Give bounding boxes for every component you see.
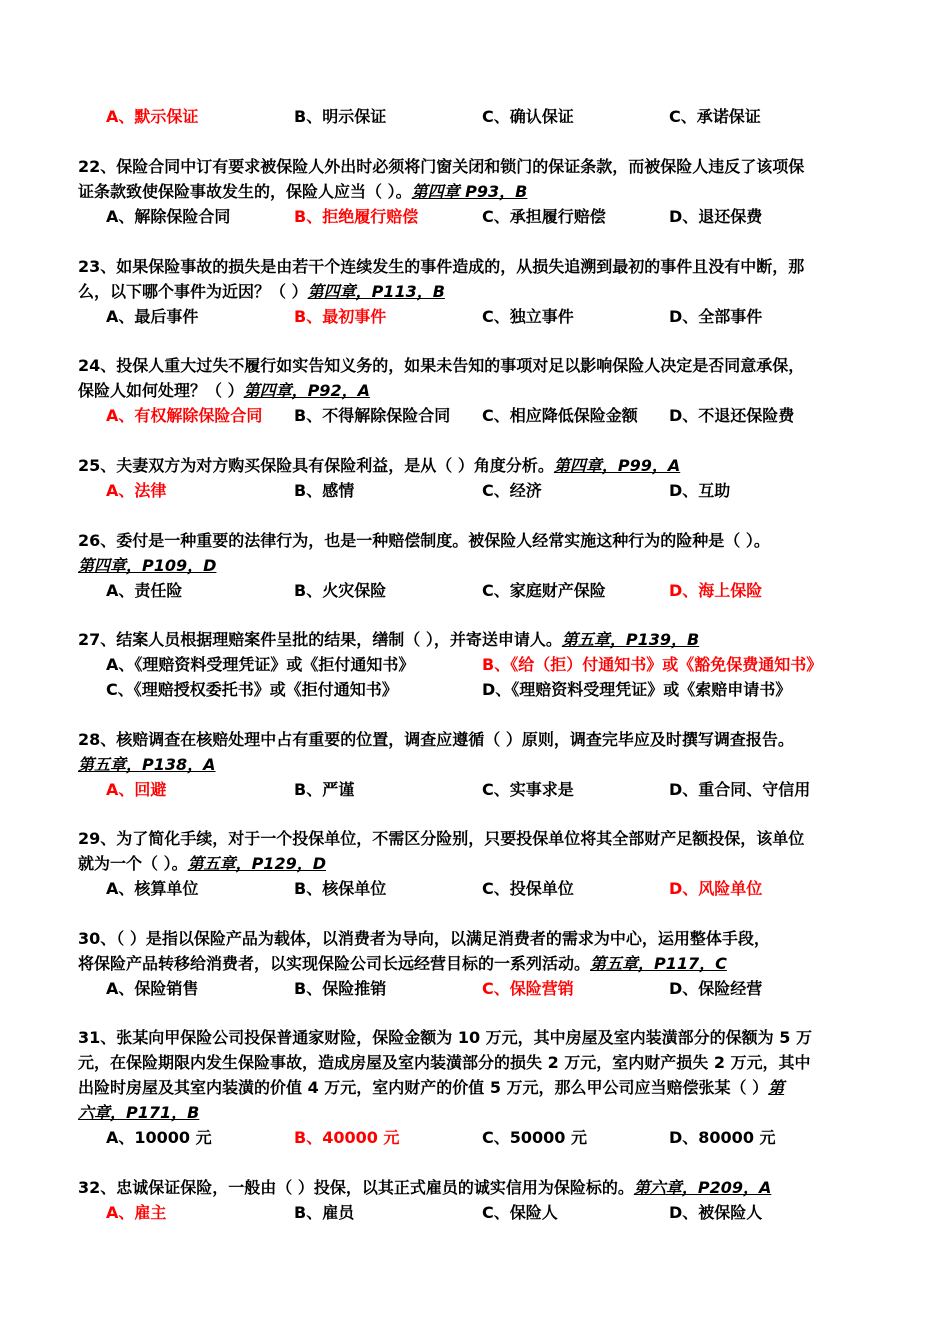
q23-reference: 第四章，P113，B xyxy=(307,282,445,301)
q29-options xyxy=(0,878,950,900)
q23-option-c: C、独立事件 xyxy=(482,307,574,326)
q24-option-d: D、不退还保险费 xyxy=(669,406,795,425)
q26-option-d: D、海上保险 xyxy=(669,581,763,600)
q27-stem-line1 xyxy=(78,629,699,651)
q24-options xyxy=(0,405,950,427)
q24-stem-text: 保险人如何处理？（ ） xyxy=(78,381,244,400)
q28-stem-line1: 28、核赔调查在核赔处理中占有重要的位置，调查应遵循（ ）原则，调查完毕应及时撰写调查报告。 xyxy=(78,730,794,749)
q25-option-d: D、互助 xyxy=(669,481,731,500)
q22-option-b: B、拒绝履行赔偿 xyxy=(294,207,419,226)
q28-option-a: A、回避 xyxy=(106,780,167,799)
q23-options xyxy=(0,306,950,328)
q31-reference-start: 第 xyxy=(768,1078,785,1097)
q24-option-b: B、不得解除保险合同 xyxy=(294,406,451,425)
q29-stem-line2 xyxy=(78,853,326,875)
q24-stem-line1: 24、投保人重大过失不履行如实告知义务的，如果未告知的事项对足以影响保险人决定是否同意承保， xyxy=(78,356,805,375)
q31-reference-end: 六章，P171，B xyxy=(78,1103,200,1122)
q22-stem-text: 证条款致使保险事故发生的，保险人应当（ ）。 xyxy=(78,182,412,201)
q30-option-a: A、保险销售 xyxy=(106,979,199,998)
q31-option-a: A、10000 元 xyxy=(106,1128,212,1147)
q28-option-c: C、实事求是 xyxy=(482,780,574,799)
q23-stem-text: 么，以下哪个事件为近因？（ ） xyxy=(78,282,308,301)
q31-options xyxy=(0,1127,950,1149)
q27-options-row2 xyxy=(0,679,950,701)
q23-option-d: D、全部事件 xyxy=(669,307,763,326)
q25-option-c: C、经济 xyxy=(482,481,542,500)
q32-options xyxy=(0,1202,950,1224)
q25-option-a: A、法律 xyxy=(106,481,167,500)
q21-option-c: C、确认保证 xyxy=(482,107,574,126)
q29-reference: 第五章，P129，D xyxy=(187,854,326,873)
q27-option-d: D、《理赔资料受理凭证》或《索赔申请书》 xyxy=(482,680,792,699)
q32-stem-line1 xyxy=(78,1177,771,1199)
q21-option-d: C、承诺保证 xyxy=(669,107,761,126)
q25-option-b: B、感情 xyxy=(294,481,355,500)
q26-option-b: B、火灾保险 xyxy=(294,581,387,600)
q32-stem-text: 32、忠诚保证保险，一般由（ ）投保，以其正式雇员的诚实信用为保险标的。 xyxy=(78,1178,634,1197)
q31-stem-line1: 31、张某向甲保险公司投保普通家财险，保险金额为 10 万元，其中房屋及室内装潢部分的保额为 5 万 xyxy=(78,1028,812,1047)
q27-options-row1 xyxy=(0,654,950,676)
q29-option-c: C、投保单位 xyxy=(482,879,574,898)
q32-option-a: A、雇主 xyxy=(106,1203,167,1222)
q27-option-b: B、《给（拒）付通知书》或《豁免保费通知书》 xyxy=(482,655,823,674)
q22-option-d: D、退还保费 xyxy=(669,207,763,226)
q31-option-c: C、50000 元 xyxy=(482,1128,587,1147)
q26-options xyxy=(0,580,950,602)
q30-stem-text: 将保险产品转移给消费者，以实现保险公司长远经营目标的一系列活动。 xyxy=(78,954,591,973)
q21-option-a: A、默示保证 xyxy=(106,107,199,126)
q22-stem-line2 xyxy=(78,181,527,203)
q31-stem-text: 出险时房屋及其室内装潢的价值 4 万元，室内财产的价值 5 万元，那么甲公司应当赔偿张某（ ） xyxy=(78,1078,769,1097)
q31-option-b: B、40000 元 xyxy=(294,1128,400,1147)
q26-option-c: C、家庭财产保险 xyxy=(482,581,606,600)
q30-stem-line2 xyxy=(78,953,727,975)
q32-reference: 第六章，P209，A xyxy=(633,1178,772,1197)
q26-reference: 第四章，P109，D xyxy=(78,556,217,575)
q26-stem-line2 xyxy=(78,555,216,577)
q29-option-d: D、风险单位 xyxy=(669,879,763,898)
q31-stem-line4 xyxy=(78,1102,199,1124)
q27-reference: 第五章，P139，B xyxy=(561,630,700,649)
q22-options xyxy=(0,206,950,228)
q23-stem-line2 xyxy=(78,281,445,303)
q27-stem-text: 27、结案人员根据理赔案件呈批的结果，缮制（ ），并寄送申请人。 xyxy=(78,630,562,649)
q28-option-b: B、严谨 xyxy=(294,780,355,799)
q29-stem-line1: 29、为了简化手续，对于一个投保单位，不需区分险别，只要投保单位将其全部财产足额投保，该单位 xyxy=(78,829,805,848)
q25-stem-line1 xyxy=(78,455,680,477)
q30-option-d: D、保险经营 xyxy=(669,979,763,998)
q21-option-b: B、明示保证 xyxy=(294,107,387,126)
q25-options xyxy=(0,480,950,502)
q30-option-c: C、保险营销 xyxy=(482,979,574,998)
q28-options xyxy=(0,779,950,801)
q24-stem-line2 xyxy=(78,380,370,402)
q32-option-d: D、被保险人 xyxy=(669,1203,763,1222)
q23-option-b: B、最初事件 xyxy=(294,307,387,326)
q27-option-a: A、《理赔资料受理凭证》或《拒付通知书》 xyxy=(106,655,415,674)
q30-reference: 第五章，P117，C xyxy=(590,954,727,973)
q29-option-a: A、核算单位 xyxy=(106,879,199,898)
q26-option-a: A、责任险 xyxy=(106,581,183,600)
q28-reference: 第五章，P138，A xyxy=(78,755,216,774)
q31-stem-line2: 元，在保险期限内发生保险事故，造成房屋及室内装潢部分的损失 2 万元，室内财产损失 2 万元，其中 xyxy=(78,1053,811,1072)
q30-stem-line1: 30、（ ）是指以保险产品为载体，以消费者为导向，以满足消费者的需求为中心，运用整体手段， xyxy=(78,929,770,948)
q28-stem-line2 xyxy=(78,754,216,776)
q24-reference: 第四章，P92，A xyxy=(243,381,370,400)
q24-option-c: C、相应降低保险金额 xyxy=(482,406,638,425)
q23-option-a: A、最后事件 xyxy=(106,307,199,326)
q21-options xyxy=(0,106,950,128)
q23-stem-line1: 23、如果保险事故的损失是由若干个连续发生的事件造成的，从损失追溯到最初的事件且没有中断，那 xyxy=(78,257,805,276)
q29-option-b: B、核保单位 xyxy=(294,879,387,898)
q27-option-c: C、《理赔授权委托书》或《拒付通知书》 xyxy=(106,680,398,699)
q22-option-a: A、解除保险合同 xyxy=(106,207,231,226)
q32-option-b: B、雇员 xyxy=(294,1203,355,1222)
q28-option-d: D、重合同、守信用 xyxy=(669,780,811,799)
q22-stem-line1: 22、保险合同中订有要求被保险人外出时必须将门窗关闭和锁门的保证条款，而被保险人违反了该项保 xyxy=(78,157,805,176)
q22-option-c: C、承担履行赔偿 xyxy=(482,207,606,226)
q32-option-c: C、保险人 xyxy=(482,1203,558,1222)
q30-option-b: B、保险推销 xyxy=(294,979,387,998)
q31-option-d: D、80000 元 xyxy=(669,1128,776,1147)
q25-stem-text: 25、夫妻双方为对方购买保险具有保险利益，是从（ ）角度分析。 xyxy=(78,456,554,475)
q22-reference: 第四章 P93，B xyxy=(411,182,528,201)
q24-option-a: A、有权解除保险合同 xyxy=(106,406,263,425)
q30-options xyxy=(0,978,950,1000)
q26-stem-line1: 26、委付是一种重要的法律行为，也是一种赔偿制度。被保险人经常实施这种行为的险种是（ ）。 xyxy=(78,531,770,550)
q25-reference: 第四章，P99，A xyxy=(553,456,681,475)
q29-stem-text: 就为一个（ ）。 xyxy=(78,854,188,873)
q31-stem-line3 xyxy=(78,1077,784,1099)
